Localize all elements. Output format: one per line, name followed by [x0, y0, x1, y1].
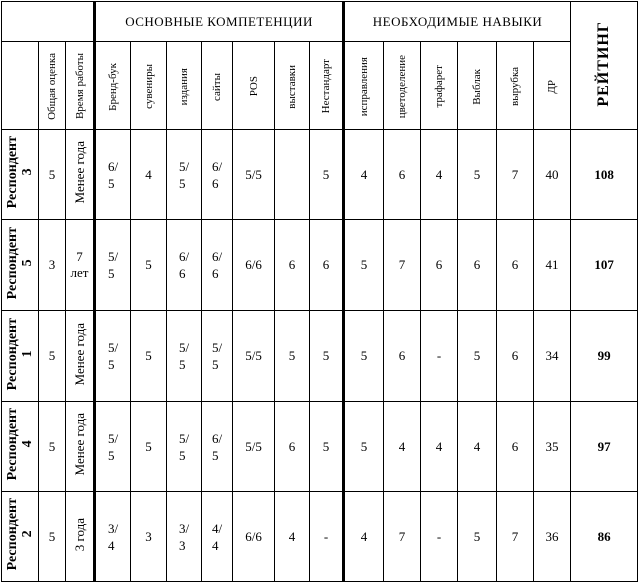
skill-score-cell: 36: [534, 492, 571, 582]
core-score-cell: 5/ 5: [202, 311, 233, 402]
skill-score-cell: 4: [421, 130, 458, 220]
blank-corner-cell: [2, 2, 95, 42]
table-row: [2, 220, 638, 311]
skill-score-cell: 6: [458, 220, 497, 311]
skill-score-cell: 34: [534, 311, 571, 402]
core-score-cell: 6: [275, 220, 310, 311]
skill-score-cell: 5: [458, 130, 497, 220]
core-score-cell: 6/6: [233, 220, 275, 311]
respondent-rating-table: [1, 1, 638, 582]
core-score-cell: [275, 130, 310, 220]
core-col-header: POS: [233, 42, 275, 130]
required-skills-header: НЕОБХОДИМЫЕ НАВЫКИ: [344, 2, 571, 42]
core-score-cell: 4: [275, 492, 310, 582]
core-score-cell: 5/ 5: [95, 220, 131, 311]
skill-score-cell: 7: [497, 130, 534, 220]
column-header-row: [2, 42, 638, 130]
core-score-cell: 5: [310, 311, 344, 402]
core-score-cell: 5/ 5: [167, 130, 202, 220]
skill-score-cell: 5: [344, 311, 384, 402]
core-score-cell: 6/ 5: [95, 130, 131, 220]
general-score-cell: 5: [39, 492, 66, 582]
skill-col-header: исправления: [344, 42, 384, 130]
respondent-label: Респондент 5: [5, 226, 35, 300]
skill-score-cell: 6: [384, 311, 421, 402]
core-score-cell: 3/ 3: [167, 492, 202, 582]
core-score-cell: 5: [131, 311, 167, 402]
general-score-cell: 5: [39, 311, 66, 402]
rating-value-cell: 107: [571, 220, 638, 311]
skill-score-cell: 4: [421, 402, 458, 492]
general-score-cell: 3: [39, 220, 66, 311]
general-score-header: Общая оценка: [39, 42, 66, 130]
core-score-cell: 5/5: [233, 402, 275, 492]
experience-cell: Менее года: [66, 402, 95, 492]
rating-value-cell: 99: [571, 311, 638, 402]
rating-header-cell: [571, 2, 638, 130]
skill-score-cell: 4: [344, 492, 384, 582]
skill-col-header: Выблак: [458, 42, 497, 130]
core-competencies-header: ОСНОВНЫЕ КОМПЕТЕНЦИИ: [95, 2, 344, 42]
respondent-label-cell: [2, 220, 39, 311]
skill-score-cell: 6: [421, 220, 458, 311]
core-score-cell: 5: [310, 130, 344, 220]
experience-cell: Менее года: [66, 130, 95, 220]
general-score-cell: 5: [39, 402, 66, 492]
experience-cell: 3 года: [66, 492, 95, 582]
skill-score-cell: 5: [458, 311, 497, 402]
skill-score-cell: 6: [384, 130, 421, 220]
skill-score-cell: 7: [384, 220, 421, 311]
core-score-cell: 4/ 4: [202, 492, 233, 582]
skill-score-cell: 5: [458, 492, 497, 582]
core-score-cell: 5/ 5: [95, 311, 131, 402]
rating-value-cell: 108: [571, 130, 638, 220]
table-row: [2, 402, 638, 492]
core-score-cell: 5: [131, 402, 167, 492]
core-score-cell: 6/ 6: [202, 130, 233, 220]
general-score-cell: 5: [39, 130, 66, 220]
respondent-label: Респондент 4: [5, 408, 35, 481]
core-score-cell: 5: [310, 402, 344, 492]
skill-score-cell: 4: [384, 402, 421, 492]
core-score-cell: 5: [275, 311, 310, 402]
skill-col-header: вырубка: [497, 42, 534, 130]
skill-score-cell: 4: [344, 130, 384, 220]
experience-header: Время работы: [66, 42, 95, 130]
core-score-cell: 6: [275, 402, 310, 492]
skill-score-cell: 6: [497, 402, 534, 492]
skill-score-cell: 5: [344, 402, 384, 492]
skill-score-cell: 5: [344, 220, 384, 311]
core-col-header: Бренд-бук: [95, 42, 131, 130]
skill-score-cell: 6: [497, 311, 534, 402]
respondent-label: Респондент 1: [5, 317, 35, 391]
core-score-cell: 6/ 5: [202, 402, 233, 492]
core-score-cell: -: [310, 492, 344, 582]
core-score-cell: 5/5: [233, 311, 275, 402]
blank-label-header: [2, 42, 39, 130]
skill-score-cell: 41: [534, 220, 571, 311]
skill-col-header: ДР: [534, 42, 571, 130]
table-row: [2, 311, 638, 402]
core-score-cell: 5/ 5: [95, 402, 131, 492]
table-row: [2, 492, 638, 582]
skill-score-cell: 6: [497, 220, 534, 311]
respondent-label: Респондент 3: [5, 136, 35, 209]
skill-score-cell: -: [421, 311, 458, 402]
core-score-cell: 6/6: [233, 492, 275, 582]
core-score-cell: 6/ 6: [167, 220, 202, 311]
table-row: [2, 130, 638, 220]
core-col-header: выставки: [275, 42, 310, 130]
skill-score-cell: 4: [458, 402, 497, 492]
skill-score-cell: 7: [497, 492, 534, 582]
rating-value-cell: 97: [571, 402, 638, 492]
core-score-cell: 5/ 5: [167, 402, 202, 492]
core-col-header: издания: [167, 42, 202, 130]
respondent-label-cell: [2, 130, 39, 220]
skill-score-cell: 40: [534, 130, 571, 220]
rating-value-cell: 86: [571, 492, 638, 582]
core-score-cell: 5: [131, 220, 167, 311]
core-col-header: сувениры: [131, 42, 167, 130]
core-col-header: Нестандарт: [310, 42, 344, 130]
experience-cell: Менее года: [66, 311, 95, 402]
group-header-row: [2, 2, 638, 42]
respondent-label-cell: [2, 492, 39, 582]
respondent-label-cell: [2, 402, 39, 492]
core-score-cell: 5/ 5: [167, 311, 202, 402]
skill-score-cell: -: [421, 492, 458, 582]
core-score-cell: 5/5: [233, 130, 275, 220]
skill-col-header: трафарет: [421, 42, 458, 130]
core-score-cell: 3: [131, 492, 167, 582]
core-score-cell: 3/ 4: [95, 492, 131, 582]
core-score-cell: 6/ 6: [202, 220, 233, 311]
skill-score-cell: 35: [534, 402, 571, 492]
respondent-label-cell: [2, 311, 39, 402]
core-col-header: сайты: [202, 42, 233, 130]
experience-cell: 7 лет: [66, 220, 95, 311]
rating-header: РЕЙТИНГ: [595, 20, 613, 107]
skill-col-header: цветоделение: [384, 42, 421, 130]
respondent-label: Респондент 2: [5, 498, 35, 571]
core-score-cell: 6: [310, 220, 344, 311]
skill-score-cell: 7: [384, 492, 421, 582]
core-score-cell: 4: [131, 130, 167, 220]
